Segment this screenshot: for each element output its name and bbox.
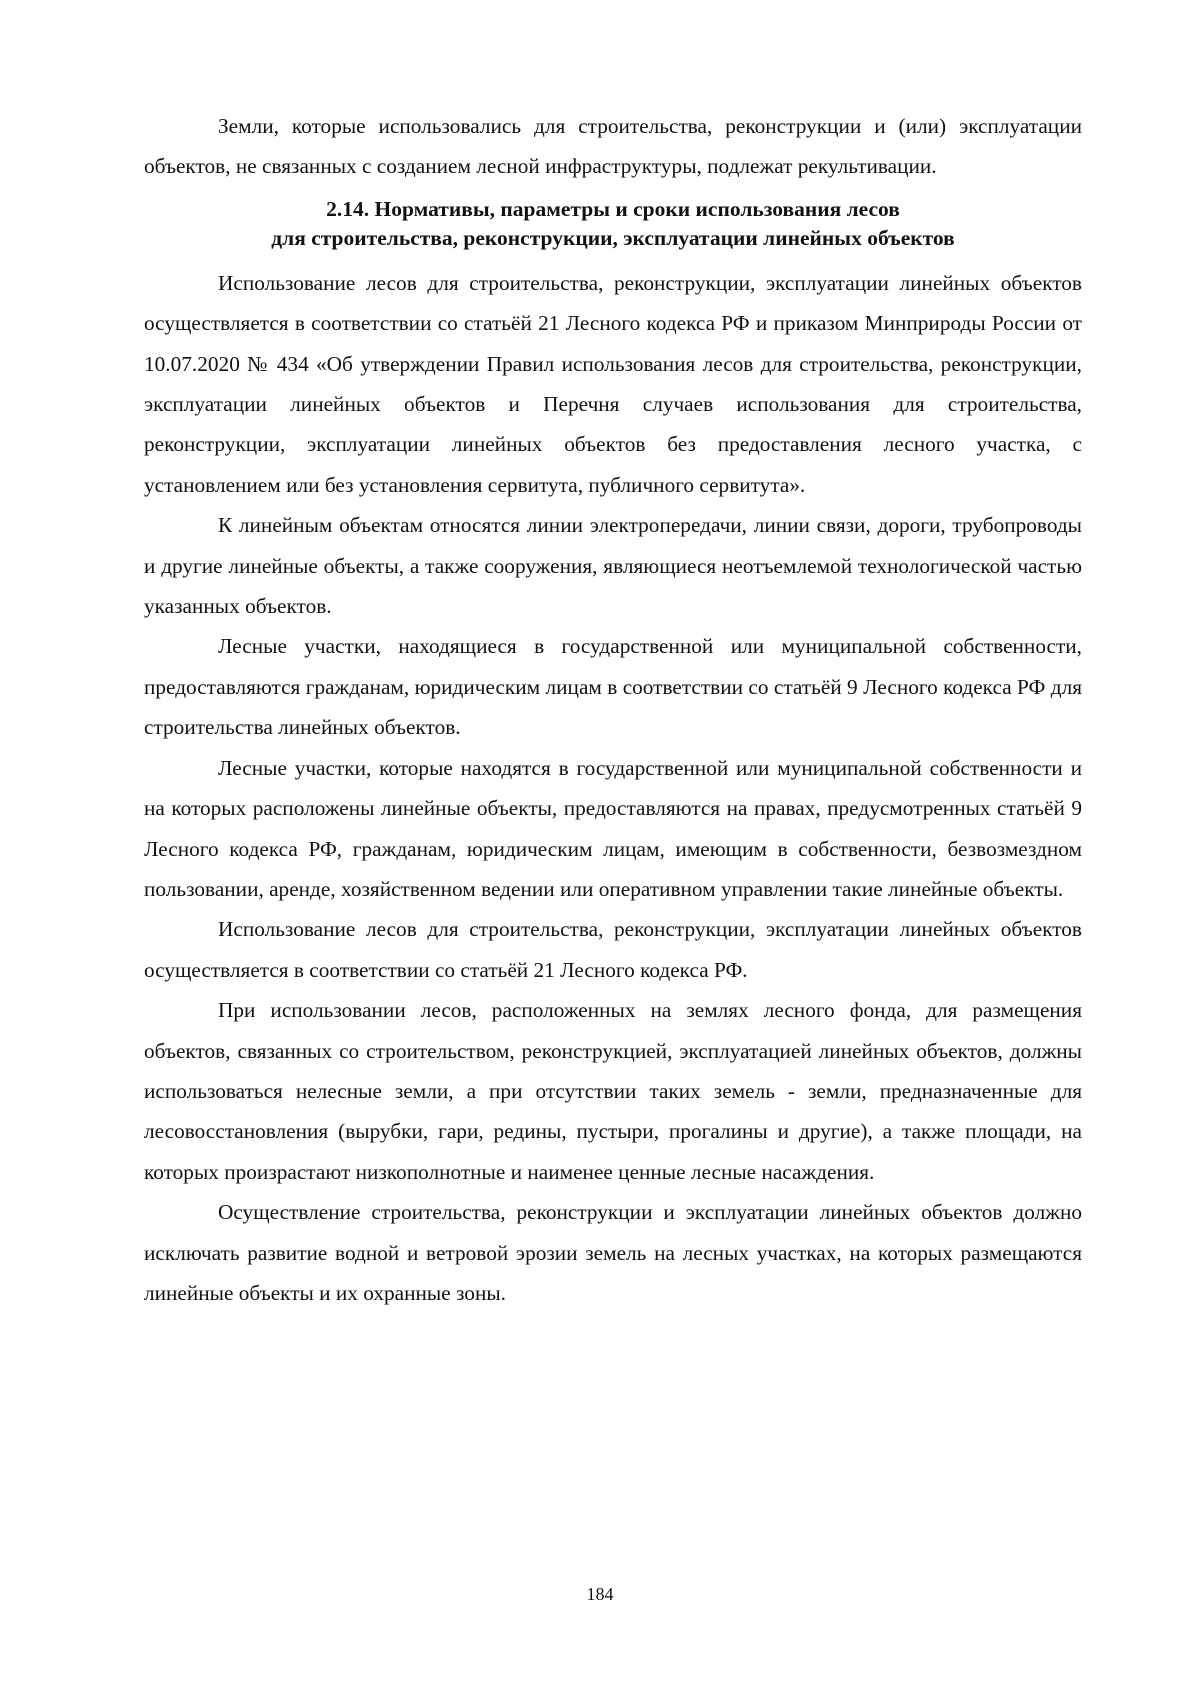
paragraph-2: К линейным объектам относятся линии электропередачи, линии связи, дороги, трубопроводы и другие линейные объекты, а также сооружения, являющиеся неотъемлемой технологической частью указанных объектов.: [144, 513, 1082, 619]
section-heading-line-2: для строительства, реконструкции, эксплуатации линейных объектов: [271, 225, 955, 250]
paragraph-4: Лесные участки, которые находятся в государственной или муниципальной собственности и на которых расположены линейные объекты, предоставляются на правах, предусмотренных статьёй 9 Лесного кодекса РФ, гражданам, юридическим лицам, имеющим в собственности, безвозмездном пользовании, аренде, хозяйственном ведении или оперативном управлении такие линейные объекты.: [144, 755, 1082, 901]
paragraph-7: Осуществление строительства, реконструкции и эксплуатации линейных объектов должно исключать развитие водной и ветровой эрозии земель на лесных участках, на которых размещаются линейные объекты и их охранные зоны.: [144, 1200, 1082, 1305]
paragraph-recultivation: Земли, которые использовались для строительства, реконструкции и (или) эксплуатации объектов, не связанных с созданием лесной инфраструктуры, подлежат рекультивации.: [144, 114, 1082, 179]
section-heading-line-1: 2.14. Нормативы, параметры и сроки использования лесов: [326, 196, 900, 221]
paragraph-6: При использовании лесов, расположенных на землях лесного фонда, для размещения объектов, связанных со строительством, реконструкцией, эксплуатацией линейных объектов, должны использоваться нелесные земли, а при отсутствии таких земель - земли, предназначенные для лесовосстановления (вырубки, гари, редины, пустыри, прогалины и другие), а также площади, на которых произрастают низкополнотные и наименее ценные лесные насаждения.: [144, 998, 1082, 1184]
paragraph-3: Лесные участки, находящиеся в государственной или муниципальной собственности, предоставляются гражданам, юридическим лицам в соответствии со статьёй 9 Лесного кодекса РФ для строительства линейных объектов.: [144, 634, 1082, 740]
page-number: 184: [586, 1584, 614, 1604]
paragraph-5: Использование лесов для строительства, реконструкции, эксплуатации линейных объектов осуществляется в соответствии со статьёй 21 Лесного кодекса РФ.: [144, 917, 1082, 982]
paragraph-1: Использование лесов для строительства, реконструкции, эксплуатации линейных объектов осуществляется в соответствии со статьёй 21 Лесного кодекса РФ и приказом Минприроды России от 10.07.2020 № 434 «Об утверждении Правил использования лесов для строительства, реконструкции, эксплуатации линейных объектов и Перечня случаев использования для строительства, реконструкции, эксплуатации линейных объектов без предоставления лесного участка, с установлением или без установления сервитута, публичного сервитута».: [144, 270, 1082, 497]
page-content: [144, 106, 1082, 1313]
section-heading: [144, 195, 1082, 253]
